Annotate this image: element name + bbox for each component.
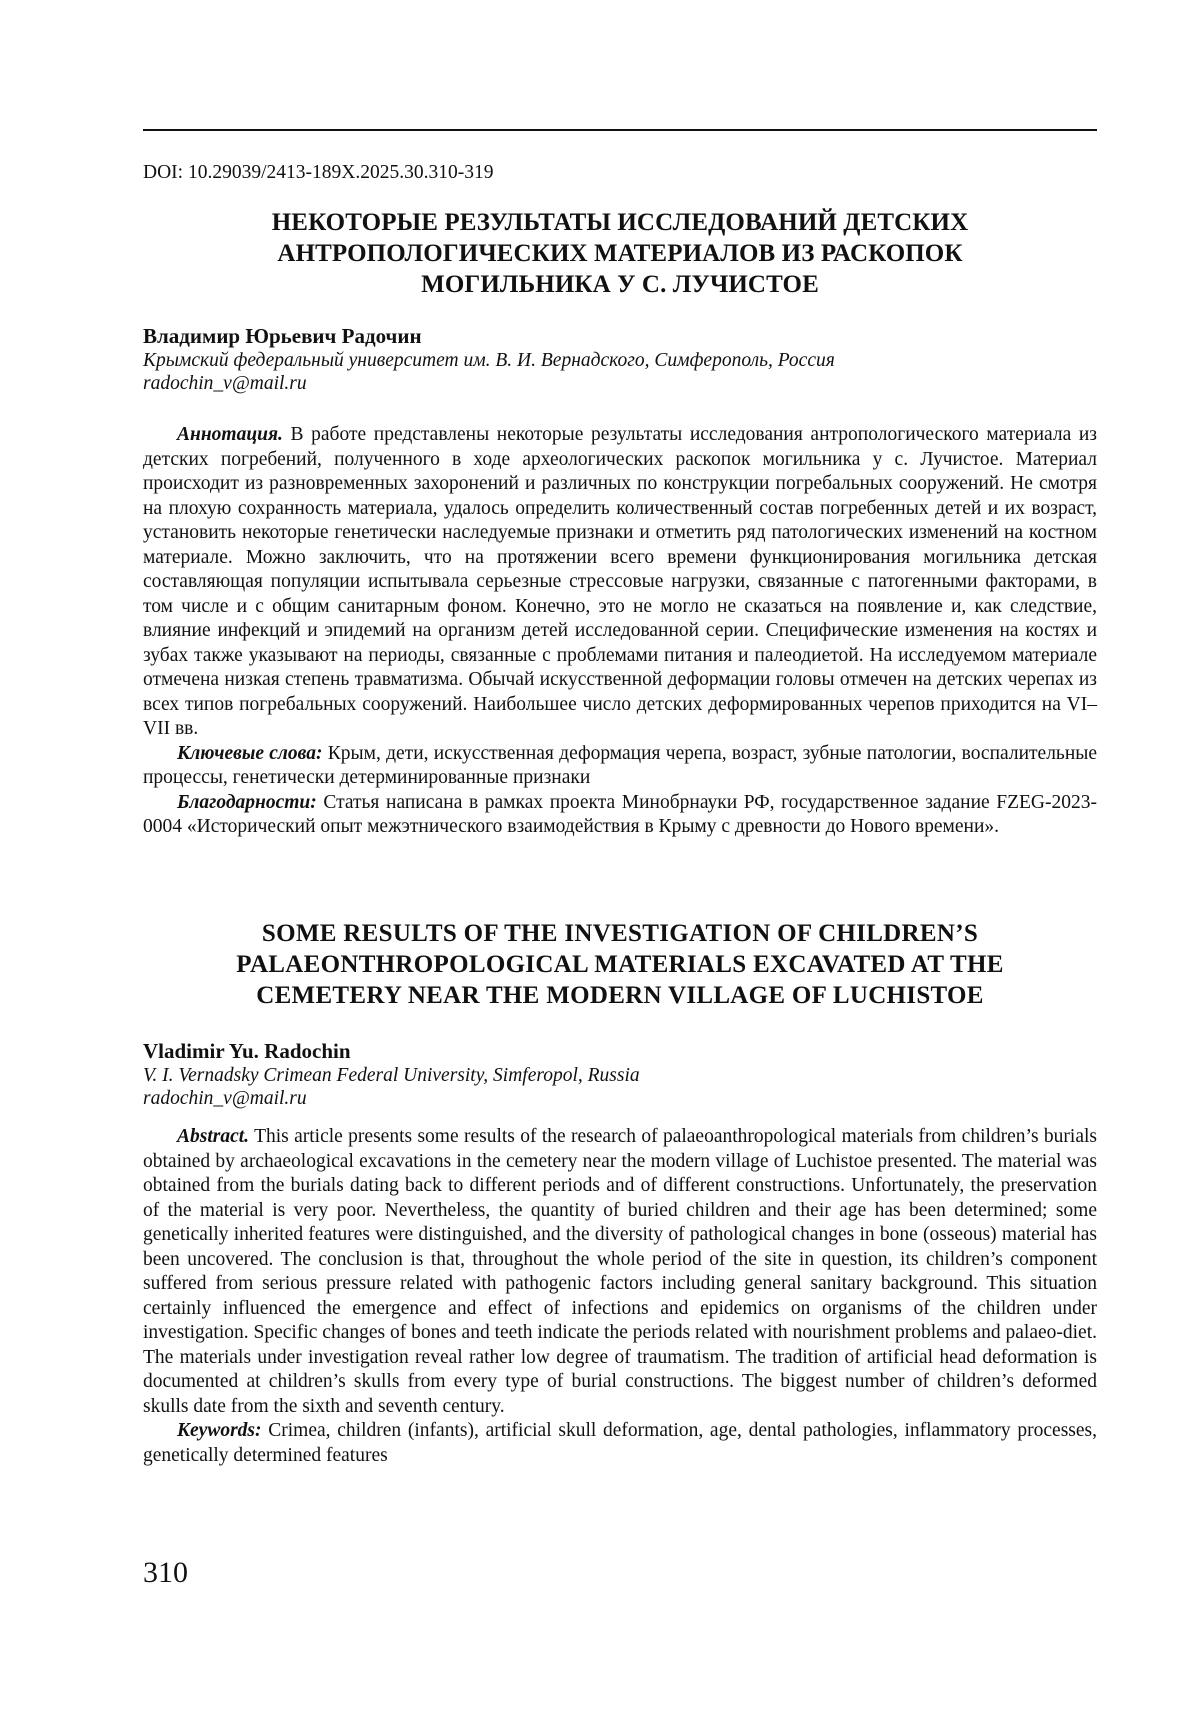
russian-author-name: Владимир Юрьевич Радочин	[143, 324, 422, 348]
english-title-line: PALAEONTHROPOLOGICAL MATERIALS EXCAVATED AT THE	[236, 951, 1004, 978]
english-abstract	[143, 1125, 1097, 1419]
russian-keywords-text: Крым, дети, искусственная деформация черепа, возраст, зубные патологии, воспалительные процессы, генетически детерминированные признаки	[143, 742, 1098, 788]
english-abstract-text: This article presents some results of the research of palaeoanthropological materials from children’s burials obtained by archaeological excavations in the cemetery near the modern village of Luchistoe presented. The material was obtained from the burials dating back to different periods and of different constructions. Unfortunately, the preservation of the material is very poor. Nevertheless, the quantity of buried children and their age has been determined; some genetically inherited features were distinguished, and the diversity of pathological changes in bone (osseous) material has been uncovered. The conclusion is that, throughout the whole period of the site in question, its children’s component suffered from serious pressure related with pathogenic factors including general sanitary background. This situation certainly influenced the emergence and effect of infections and epidemics on organisms of the children under investigation. Specific changes of bones and teeth indicate the periods related with nourishment problems and palaeo-diet. The materials under investigation reveal rather low degree of traumatism. The tradition of artificial head deformation is documented at children’s skulls from every type of burial constructions. The biggest number of children’s deformed skulls date from the sixth and seventh century.	[143, 1126, 1097, 1417]
russian-acknowledgements-label: Благодарности:	[177, 791, 317, 813]
russian-acknowledgements-text: Статья написана в рамках проекта Минобрнауки РФ, государственное задание FZEG-2023-0004 «Исторический опыт межэтнического взаимодействия в Крыму с древности до Нового времени».	[143, 791, 1097, 837]
english-keywords-text: Crimea, children (infants), artificial skull deformation, age, dental pathologies, inflammatory processes, genetically determined features	[143, 1420, 1097, 1466]
english-title-line: SOME RESULTS OF THE INVESTIGATION OF CHILDREN’S	[261, 920, 979, 947]
russian-abstract-label: Аннотация.	[177, 424, 283, 445]
english-title	[143, 918, 1097, 1011]
english-keywords-label: Keywords:	[177, 1420, 262, 1441]
english-author-name: Vladimir Yu. Radochin	[143, 1039, 351, 1063]
english-title-line: CEMETERY NEAR THE MODERN VILLAGE OF LUCHISTOE	[256, 982, 984, 1009]
header-rule	[143, 129, 1097, 131]
page-number: 310	[143, 1556, 188, 1589]
russian-affiliation: Крымский федеральный университет им. В. И. Вернадского, Симферополь, Россия	[143, 350, 835, 371]
russian-title-line: НЕКОТОРЫЕ РЕЗУЛЬТАТЫ ИССЛЕДОВАНИЙ ДЕТСКИХ	[271, 209, 969, 236]
russian-keywords-label: Ключевые слова:	[177, 742, 323, 764]
doi-line: DOI: 10.29039/2413-189X.2025.30.310-319	[143, 162, 494, 183]
english-abstract-label: Abstract.	[177, 1126, 250, 1147]
russian-title-line: АНТРОПОЛОГИЧЕСКИХ МАТЕРИАЛОВ ИЗ РАСКОПОК	[277, 240, 963, 267]
english-author-block	[143, 1038, 1097, 1110]
russian-abstract-section	[143, 423, 1097, 840]
russian-title	[143, 207, 1097, 300]
english-email: radochin_v@mail.ru	[143, 1088, 307, 1109]
english-keywords	[143, 1419, 1097, 1468]
paper-page	[143, 0, 1097, 1714]
russian-title-line: МОГИЛЬНИКА У С. ЛУЧИСТОЕ	[421, 271, 819, 298]
russian-abstract-text: В работе представлены некоторые результаты исследования антропологического материала из детских погребений, полученного в ходе археологических раскопок могильника у с. Лучистое. Материал происходит из разновременных захоронений и различных по конструкции погребальных сооружений. Не смотря на плохую сохранность материала, удалось определить количественный состав погребенных детей и их возраст, установить некоторые генетически наследуемые признаки и отметить ряд патологических изменений на костном материале. Можно заключить, что на протяжении всего времени функционирования могильника детская составляющая популяции испытывала серьезные стрессовые нагрузки, связанные с патогенными факторами, в том числе и с общим санитарным фоном. Конечно, это не могло не сказаться на появление и, как следствие, влияние инфекций и эпидемий на организм детей исследованной серии. Специфические изменения на костях и зубах также указывают на периоды, связанные с проблемами питания и палеодиетой. На исследуемом материале отмечена низкая степень травматизма. Обычай искусственной деформации головы отмечен на детских черепах из всех типов погребальных сооружений. Наибольшее число детских деформированных черепов приходится на VI–VII вв.	[143, 424, 1098, 739]
russian-author-block	[143, 323, 1097, 395]
russian-abstract	[143, 423, 1097, 742]
russian-email: radochin_v@mail.ru	[143, 373, 307, 394]
english-abstract-section	[143, 1125, 1097, 1468]
english-affiliation: V. I. Vernadsky Crimean Federal University, Simferopol, Russia	[143, 1065, 640, 1086]
russian-keywords	[143, 742, 1097, 791]
russian-acknowledgements	[143, 791, 1097, 840]
